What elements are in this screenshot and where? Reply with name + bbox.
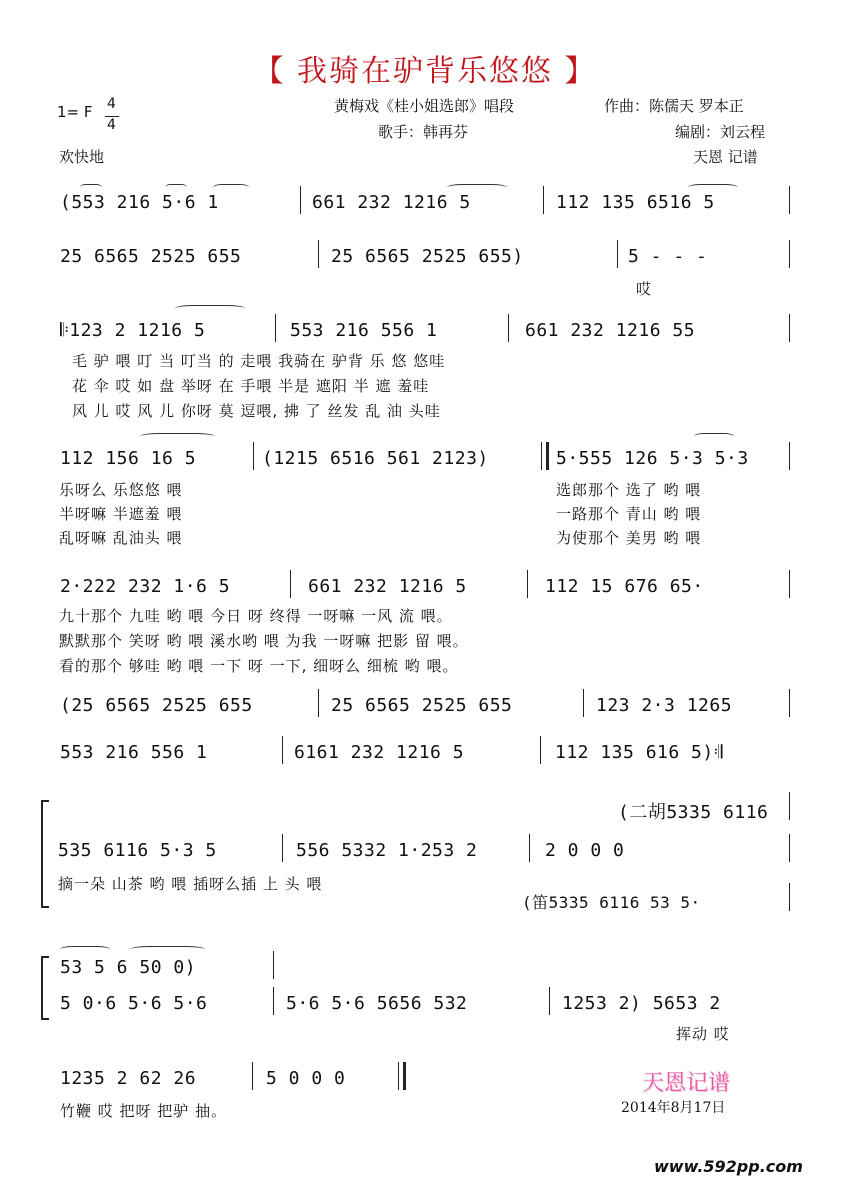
measure-group: 112 135 616 5)𝄇 xyxy=(555,742,723,763)
measure-group: 661 232 1216 55 xyxy=(525,320,696,341)
lyric: 摘一朵 山茶 哟 喂 插呀么插 上 头 喂 xyxy=(58,875,323,893)
bar-line xyxy=(527,570,528,598)
measure-group: 2·222 232 1·6 5 xyxy=(60,576,231,597)
bar-line xyxy=(282,736,283,764)
lyric: 挥动 哎 xyxy=(676,1025,730,1043)
lyric: 竹鞭 哎 把呀 把驴 抽。 xyxy=(60,1102,228,1120)
lyric-verse-1: 毛 驴 喂 叮 当 叮当 的 走喂 我骑在 驴背 乐 悠 悠哇 xyxy=(72,352,446,370)
lyric-verse-2: 默默那个 笑呀 哟 喂 溪水哟 喂 为我 一呀嘛 把影 留 喂。 xyxy=(59,632,469,650)
measure-group: (1215 6516 561 2123) xyxy=(262,448,489,469)
lyric-verse-3: 风 儿 哎 风 儿 你呀 莫 逗喂, 拂 了 丝发 乱 油 头哇 xyxy=(72,402,441,420)
final-bar-line xyxy=(398,1062,406,1090)
lyric-verse-2: 花 伞 哎 如 盘 举呀 在 手喂 半是 遮阳 半 遮 羞哇 xyxy=(72,377,430,395)
composer: 作曲：陈儒天 罗本正 xyxy=(604,97,744,115)
transcription-date: 2014年8月17日 xyxy=(621,1100,726,1116)
bar-line xyxy=(282,834,283,862)
website-watermark: www.592pp.com xyxy=(654,1157,803,1176)
singer: 歌手：韩再芬 xyxy=(378,123,469,141)
bar-line xyxy=(549,987,550,1015)
bar-line xyxy=(789,689,790,717)
measure-group: 25 6565 2525 655) xyxy=(331,246,524,267)
double-bar-line xyxy=(541,442,549,470)
bar-line xyxy=(789,314,790,342)
bar-line xyxy=(275,314,276,342)
bar-line xyxy=(318,240,319,268)
slur-mark xyxy=(80,184,102,191)
measure-group: 661 232 1216 5 xyxy=(308,576,467,597)
slur-mark xyxy=(213,184,249,191)
measure-group: 53 5 6 50 0) xyxy=(60,957,197,978)
lyric-verse-1: 九十那个 九哇 哟 喂 今日 呀 终得 一呀嘛 一风 流 喂。 xyxy=(59,607,453,625)
measure-group: 112 15 676 65· xyxy=(545,576,704,597)
bar-line xyxy=(789,570,790,598)
system-bracket xyxy=(41,800,49,908)
measure-group: 553 216 556 1 xyxy=(60,742,208,763)
lyric-verse-2: 半呀嘛 半遮羞 喂 xyxy=(59,505,183,523)
measure-group: 1235 2 62 26 xyxy=(60,1068,197,1089)
bar-line xyxy=(300,186,301,214)
opera-source: 黄梅戏《桂小姐选郎》唱段 xyxy=(334,97,515,115)
bar-line xyxy=(252,1062,253,1090)
measure-group: 5 0·6 5·6 5·6 xyxy=(60,993,208,1014)
lyric-verse-3: 乱呀嘛 乱油头 喂 xyxy=(59,529,183,547)
measure-group: 1253 2) 5653 2 xyxy=(562,993,721,1014)
measure-group: 535 6116 5·3 5 xyxy=(58,840,217,861)
key-signature: 1= F xyxy=(57,103,93,121)
bar-line xyxy=(318,689,319,717)
slur-mark xyxy=(447,184,507,191)
time-signature-bottom: 4 xyxy=(107,117,116,133)
lyric-verse-2: 一路那个 青山 哟 喂 xyxy=(556,505,702,523)
lyric-verse-1: 选郎那个 选了 哟 喂 xyxy=(556,481,702,499)
bar-line xyxy=(789,792,790,820)
measure-group: 𝄆123 2 1216 5 xyxy=(60,320,206,341)
bar-line xyxy=(789,442,790,470)
measure-group: 5 - - - xyxy=(628,246,708,267)
bar-line xyxy=(529,834,530,862)
slur-mark xyxy=(165,184,187,191)
flute-part: (笛5335 6116 53 5· xyxy=(522,893,701,912)
slur-mark xyxy=(175,305,245,312)
measure-group: 5·555 126 5·3 5·3 xyxy=(556,448,749,469)
lyric-verse-3: 为使那个 美男 哟 喂 xyxy=(556,529,702,547)
bar-line xyxy=(273,951,274,979)
bar-line xyxy=(253,442,254,470)
transcriber-stamp: 天恩记谱 xyxy=(642,1071,731,1096)
measure-group: (25 6565 2525 655 xyxy=(60,695,253,716)
measure-group: 661 232 1216 5 xyxy=(312,192,471,213)
erhu-part: (二胡5335 6116 xyxy=(618,802,769,823)
bar-line xyxy=(583,689,584,717)
slur-mark xyxy=(688,184,738,191)
measure-group: 25 6565 2525 655 xyxy=(60,246,242,267)
bar-line xyxy=(789,883,790,911)
slur-mark xyxy=(130,946,205,953)
transcriber: 天恩 记谱 xyxy=(693,148,758,166)
measure-group: 6161 232 1216 5 xyxy=(294,742,465,763)
measure-group: 25 6565 2525 655 xyxy=(331,695,513,716)
bar-line xyxy=(543,186,544,214)
system-bracket xyxy=(41,956,49,1020)
measure-group: 123 2·3 1265 xyxy=(596,695,733,716)
bar-line xyxy=(540,736,541,764)
scriptwriter: 编剧：刘云程 xyxy=(675,123,766,141)
measure-group: (553 216 5·6 1 xyxy=(60,192,219,213)
bar-line xyxy=(508,314,509,342)
bar-line xyxy=(789,240,790,268)
bar-line xyxy=(617,240,618,268)
bar-line xyxy=(789,834,790,862)
lyric-verse-1: 乐呀么 乐悠悠 喂 xyxy=(59,481,183,499)
measure-group: 5·6 5·6 5656 532 xyxy=(286,993,468,1014)
slur-mark xyxy=(694,433,734,440)
measure-group: 112 156 16 5 xyxy=(60,448,197,469)
time-signature-top: 4 xyxy=(107,96,116,112)
slur-mark xyxy=(140,433,215,440)
score-title: 【 我骑在驴背乐悠悠 】 xyxy=(253,54,597,89)
slur-mark xyxy=(60,946,110,953)
measure-group: 5 0 0 0 xyxy=(266,1068,346,1089)
tempo-marking: 欢快地 xyxy=(59,148,105,166)
bar-line xyxy=(789,186,790,214)
measure-group: 553 216 556 1 xyxy=(290,320,438,341)
measure-group: 112 135 6516 5 xyxy=(556,192,715,213)
measure-group: 2 0 0 0 xyxy=(545,840,625,861)
bar-line xyxy=(290,570,291,598)
bar-line xyxy=(273,987,274,1015)
lyric: 哎 xyxy=(636,280,653,298)
lyric-verse-3: 看的那个 够哇 哟 喂 一下 呀 一下, 细呀么 细梳 哟 喂。 xyxy=(59,657,459,675)
measure-group: 556 5332 1·253 2 xyxy=(296,840,478,861)
